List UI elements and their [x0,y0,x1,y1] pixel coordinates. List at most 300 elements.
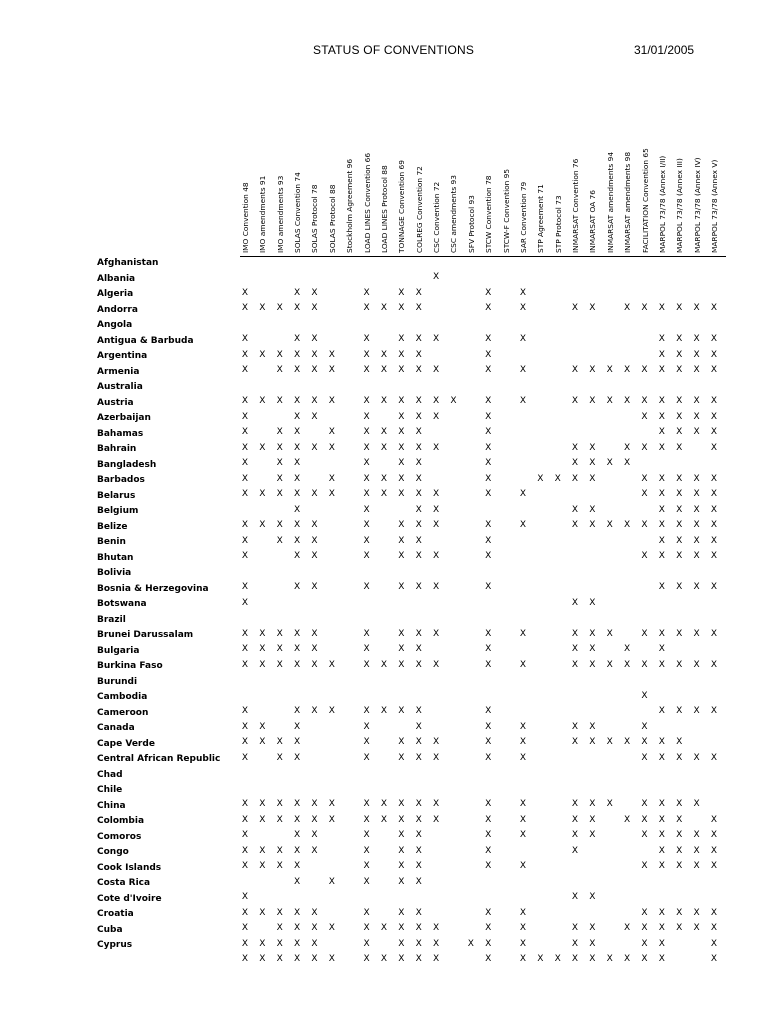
ratification-mark: X [380,396,388,406]
ratification-mark: X [693,349,700,360]
ratification-mark: X [676,504,683,515]
ratification-mark: X [485,349,492,360]
ratification-mark: X [485,907,492,918]
ratification-mark: X [241,706,249,716]
ratification-mark: X [658,427,665,437]
ratification-mark: X [259,907,266,918]
country-name: Congo [97,847,129,857]
ratification-mark: X [641,923,648,933]
ratification-mark: X [485,334,492,344]
ratification-mark: X [641,551,648,561]
ratification-mark: X [571,954,579,964]
ratification-mark: X [398,628,405,639]
column-header: TONNAGE Convention 69 [397,160,407,253]
ratification-mark: X [241,938,249,949]
country-name: Bhutan [97,552,134,563]
ratification-mark: X [589,520,596,530]
ratification-mark: X [276,907,283,918]
ratification-mark: X [432,489,440,499]
ratification-mark: X [658,659,665,670]
ratification-mark: X [328,396,335,406]
ratification-mark: X [241,334,249,344]
ratification-mark: X [624,303,631,313]
ratification-mark: X [519,737,526,747]
ratification-mark: X [380,923,388,933]
ratification-mark: X [641,442,648,453]
ratification-mark: X [589,892,596,902]
ratification-mark: X [485,814,492,825]
ratification-mark: X [415,706,422,716]
ratification-mark: X [710,489,718,499]
ratification-mark: X [693,520,700,530]
ratification-mark: X [276,814,283,825]
country-name: Chile [97,785,123,795]
ratification-mark: X [294,427,301,437]
ratification-mark: X [363,287,370,298]
country-name: Cape Verde [97,738,155,749]
country-name: Burundi [97,676,138,687]
ratification-mark: X [294,737,301,747]
country-name: Bulgaria [97,645,140,656]
ratification-mark: X [241,396,249,406]
country-name: Bahrain [97,444,137,454]
ratification-mark: X [294,830,301,840]
ratification-mark: X [606,737,613,747]
ratification-mark: X [710,551,718,561]
ratification-mark: X [676,427,683,437]
ratification-mark: X [641,938,648,949]
ratification-mark: X [415,458,422,468]
ratification-mark: X [259,799,266,809]
ratification-mark: X [485,365,492,375]
ratification-mark: X [658,861,665,871]
ratification-mark: X [589,396,596,406]
ratification-mark: X [259,845,266,856]
ratification-mark: X [676,907,683,918]
ratification-mark: X [380,365,388,375]
ratification-mark: X [415,287,422,298]
ratification-mark: X [398,814,405,825]
ratification-mark: X [519,287,526,298]
ratification-mark: X [485,628,492,639]
ratification-mark: X [519,489,526,499]
ratification-mark: X [241,349,249,360]
ratification-mark: X [363,644,370,654]
ratification-mark: X [485,287,492,298]
ratification-mark: X [537,954,544,964]
ratification-mark: X [259,814,266,825]
ratification-mark: X [276,303,283,313]
ratification-mark: X [380,706,388,716]
ratification-mark: X [294,752,301,763]
ratification-mark: X [589,504,596,515]
ratification-mark: X [398,551,405,561]
ratification-mark: X [415,411,422,422]
ratification-mark: X [710,938,718,949]
ratification-mark: X [241,411,249,422]
country-name: Brunei Darussalam [97,630,194,640]
ratification-mark: X [432,582,440,592]
ratification-mark: X [363,458,370,468]
column-header: LOAD LINES Convention 66 [362,152,372,253]
ratification-mark: X [485,923,492,933]
ratification-mark: X [294,287,301,298]
ratification-mark: X [519,396,526,406]
ratification-mark: X [241,520,249,530]
ratification-mark: X [380,659,388,670]
ratification-mark: X [380,303,388,313]
ratification-mark: X [571,659,579,670]
column-header: INMARSAT Convention 76 [571,158,581,253]
ratification-mark: X [380,427,388,437]
ratification-mark: X [658,628,665,639]
ratification-mark: X [485,644,492,654]
ratification-mark: X [328,814,335,825]
ratification-mark: X [259,861,266,871]
ratification-mark: X [328,442,335,453]
ratification-mark: X [241,659,249,670]
column-headers [0,0,768,258]
ratification-mark: X [363,814,370,825]
ratification-mark: X [294,659,301,670]
ratification-mark: X [294,489,301,499]
ratification-mark: X [311,938,318,949]
ratification-mark: X [294,938,301,949]
ratification-mark: X [432,551,440,561]
ratification-mark: X [606,458,613,468]
ratification-mark: X [311,628,318,639]
ratification-mark: X [276,659,283,670]
ratification-mark: X [641,861,648,871]
ratification-mark: X [241,752,249,763]
ratification-mark: X [693,473,700,484]
ratification-mark: X [415,365,422,375]
ratification-mark: X [259,349,266,360]
ratification-mark: X [363,628,370,639]
ratification-mark: X [658,334,665,344]
ratification-mark: X [415,520,422,530]
ratification-mark: X [710,582,718,592]
country-name: Costa Rica [97,878,151,888]
ratification-mark: X [294,799,301,809]
ratification-mark: X [676,582,683,592]
ratification-mark: X [658,799,665,809]
ratification-mark: X [415,334,422,344]
ratification-mark: X [398,737,405,747]
ratification-mark: X [311,799,318,809]
ratification-mark: X [363,752,370,763]
ratification-mark: X [241,458,249,468]
column-header: IMO amendments 91 [258,175,268,253]
ratification-mark: X [519,923,526,933]
ratification-mark: X [710,659,718,670]
ratification-mark: X [398,411,405,422]
ratification-mark: X [294,954,301,964]
ratification-mark: X [398,938,405,949]
ratification-mark: X [415,551,422,561]
ratification-mark: X [485,396,492,406]
ratification-mark: X [658,442,665,453]
ratification-mark: X [676,628,683,639]
ratification-mark: X [432,628,440,639]
ratification-mark: X [241,845,249,856]
ratification-mark: X [485,551,492,561]
ratification-mark: X [589,628,596,639]
ratification-mark: X [241,830,249,840]
ratification-mark: X [676,349,683,360]
ratification-mark: X [294,349,301,360]
ratification-mark: X [624,923,631,933]
ratification-mark: X [294,721,301,732]
ratification-mark: X [658,752,665,763]
ratification-mark: X [328,659,335,670]
ratification-mark: X [676,473,683,484]
ratification-mark: X [294,706,301,716]
ratification-mark: X [589,830,596,840]
ratification-mark: X [485,520,492,530]
column-header: CSC Convention 72 [432,181,442,253]
ratification-mark: X [676,442,683,453]
ratification-mark: X [311,644,318,654]
ratification-mark: X [485,938,492,949]
ratification-mark: X [241,427,249,437]
ratification-mark: X [328,489,335,499]
ratification-mark: X [485,830,492,840]
ratification-mark: X [485,706,492,716]
ratification-mark: X [658,551,665,561]
ratification-mark: X [519,814,526,825]
ratification-mark: X [606,954,613,964]
ratification-mark: X [311,954,318,964]
ratification-mark: X [519,334,526,344]
ratification-mark: X [415,473,422,484]
column-header: STCW Convention 78 [484,175,494,253]
ratification-mark: X [432,520,440,530]
country-name: Austria [97,397,134,408]
ratification-mark: X [710,520,718,530]
ratification-mark: X [571,442,579,453]
ratification-mark: X [241,628,249,639]
ratification-mark: X [710,334,718,344]
ratification-mark: X [259,628,266,639]
ratification-mark: X [571,814,579,825]
ratification-mark: X [415,830,422,840]
ratification-mark: X [641,752,648,763]
ratification-mark: X [415,845,422,856]
ratification-mark: X [693,396,700,406]
ratification-mark: X [415,737,422,747]
ratification-mark: X [241,644,249,654]
ratification-mark: X [415,876,422,887]
ratification-mark: X [676,365,683,375]
ratification-mark: X [589,923,596,933]
ratification-mark: X [294,442,301,453]
ratification-mark: X [554,954,561,964]
ratification-mark: X [606,628,613,639]
ratification-mark: X [311,334,318,344]
ratification-mark: X [589,737,596,747]
ratification-mark: X [328,365,335,375]
ratification-mark: X [415,628,422,639]
ratification-mark: X [624,442,631,453]
ratification-mark: X [259,489,266,499]
country-name: China [97,800,126,811]
ratification-mark: X [658,644,665,654]
ratification-mark: X [710,396,718,406]
ratification-mark: X [398,799,405,809]
ratification-mark: X [485,489,492,499]
ratification-mark: X [363,923,370,933]
ratification-mark: X [658,303,665,313]
ratification-mark: X [241,597,249,608]
ratification-mark: X [693,489,700,499]
ratification-mark: X [380,473,388,484]
ratification-mark: X [276,365,283,375]
ratification-mark: X [606,520,613,530]
ratification-mark: X [294,845,301,856]
ratification-mark: X [693,659,700,670]
ratification-mark: X [276,489,283,499]
ratification-mark: X [398,706,405,716]
ratification-mark: X [658,845,665,856]
country-name: Azerbaijan [97,413,151,423]
ratification-mark: X [624,365,631,375]
ratification-mark: X [710,427,718,437]
column-header: CSC amendments 93 [449,175,459,253]
ratification-mark: X [415,427,422,437]
ratification-mark: X [259,644,266,654]
ratification-mark: X [658,489,665,499]
ratification-mark: X [415,535,422,546]
column-header: INMARSAT amendments 98 [623,151,633,253]
ratification-mark: X [432,737,440,747]
ratification-mark: X [676,520,683,530]
ratification-mark: X [415,659,422,670]
ratification-mark: X [432,411,440,422]
column-header: MARPOL 73/78 (Annex IV) [692,157,702,253]
ratification-mark: X [363,551,370,561]
ratification-mark: X [589,799,596,809]
ratification-mark: X [571,520,579,530]
ratification-mark: X [311,489,318,499]
ratification-mark: X [710,349,718,360]
ratification-mark: X [363,396,370,406]
ratification-mark: X [571,644,579,654]
ratification-mark: X [485,737,492,747]
ratification-mark: X [624,659,631,670]
ratification-mark: X [276,799,283,809]
ratification-mark: X [676,706,683,716]
ratification-mark: X [415,907,422,918]
ratification-mark: X [658,520,665,530]
ratification-mark: X [311,365,318,375]
ratification-mark: X [571,721,579,732]
ratification-mark: X [415,938,422,949]
ratification-mark: X [259,721,266,732]
ratification-mark: X [641,520,648,530]
ratification-mark: X [259,737,266,747]
country-name: Argentina [97,351,148,361]
ratification-mark: X [415,303,422,313]
ratification-mark: X [241,799,249,809]
ratification-mark: X [519,628,526,639]
ratification-mark: X [641,830,648,840]
ratification-mark: X [710,535,718,546]
ratification-mark: X [589,458,596,468]
ratification-mark: X [363,659,370,670]
ratification-mark: X [311,830,318,840]
ratification-mark: X [693,334,700,344]
country-name: Chad [97,769,123,780]
column-header: MARPOL 73/78 (Annex I/II) [657,155,667,253]
ratification-mark: X [658,411,665,422]
ratification-mark: X [363,442,370,453]
ratification-mark: X [519,721,526,732]
ratification-mark: X [311,845,318,856]
ratification-mark: X [380,349,388,360]
ratification-mark: X [571,845,579,856]
ratification-mark: X [676,737,683,747]
ratification-mark: X [398,458,405,468]
ratification-mark: X [415,442,422,453]
ratification-mark: X [519,365,526,375]
ratification-mark: X [693,411,700,422]
country-name: Cote d'Ivoire [97,893,162,904]
ratification-mark: X [641,365,648,375]
ratification-mark: X [658,365,665,375]
ratification-mark: X [363,907,370,918]
ratification-mark: X [519,303,526,313]
ratification-mark: X [485,752,492,763]
ratification-mark: X [693,582,700,592]
country-name: Colombia [97,816,145,826]
ratification-mark: X [294,411,301,422]
country-name: Bahamas [97,428,144,439]
country-name: Afghanistan [97,258,159,268]
ratification-mark: X [276,845,283,856]
ratification-mark: X [589,303,596,313]
ratification-mark: X [415,721,422,732]
ratification-mark: X [398,861,405,871]
ratification-mark: X [710,752,718,763]
ratification-mark: X [294,814,301,825]
ratification-mark: X [485,954,492,964]
ratification-mark: X [571,597,579,608]
ratification-mark: X [259,938,266,949]
ratification-mark: X [241,954,249,964]
column-header: MARPOL 73/78 (Annex III) [675,158,685,253]
ratification-mark: X [676,659,683,670]
ratification-mark: X [311,349,318,360]
ratification-mark: X [485,458,492,468]
ratification-mark: X [571,504,579,515]
ratification-mark: X [432,814,440,825]
ratification-mark: X [693,535,700,546]
ratification-mark: X [432,272,440,282]
ratification-mark: X [276,923,283,933]
ratification-mark: X [328,799,335,809]
ratification-mark: X [658,907,665,918]
ratification-mark: X [259,303,266,313]
ratification-mark: X [415,861,422,871]
country-name: Cyprus [97,940,133,950]
ratification-mark: X [485,861,492,871]
ratification-mark: X [485,721,492,732]
ratification-mark: X [415,954,422,964]
ratification-mark: X [311,396,318,406]
header-rule [240,256,726,257]
ratification-mark: X [710,504,718,515]
